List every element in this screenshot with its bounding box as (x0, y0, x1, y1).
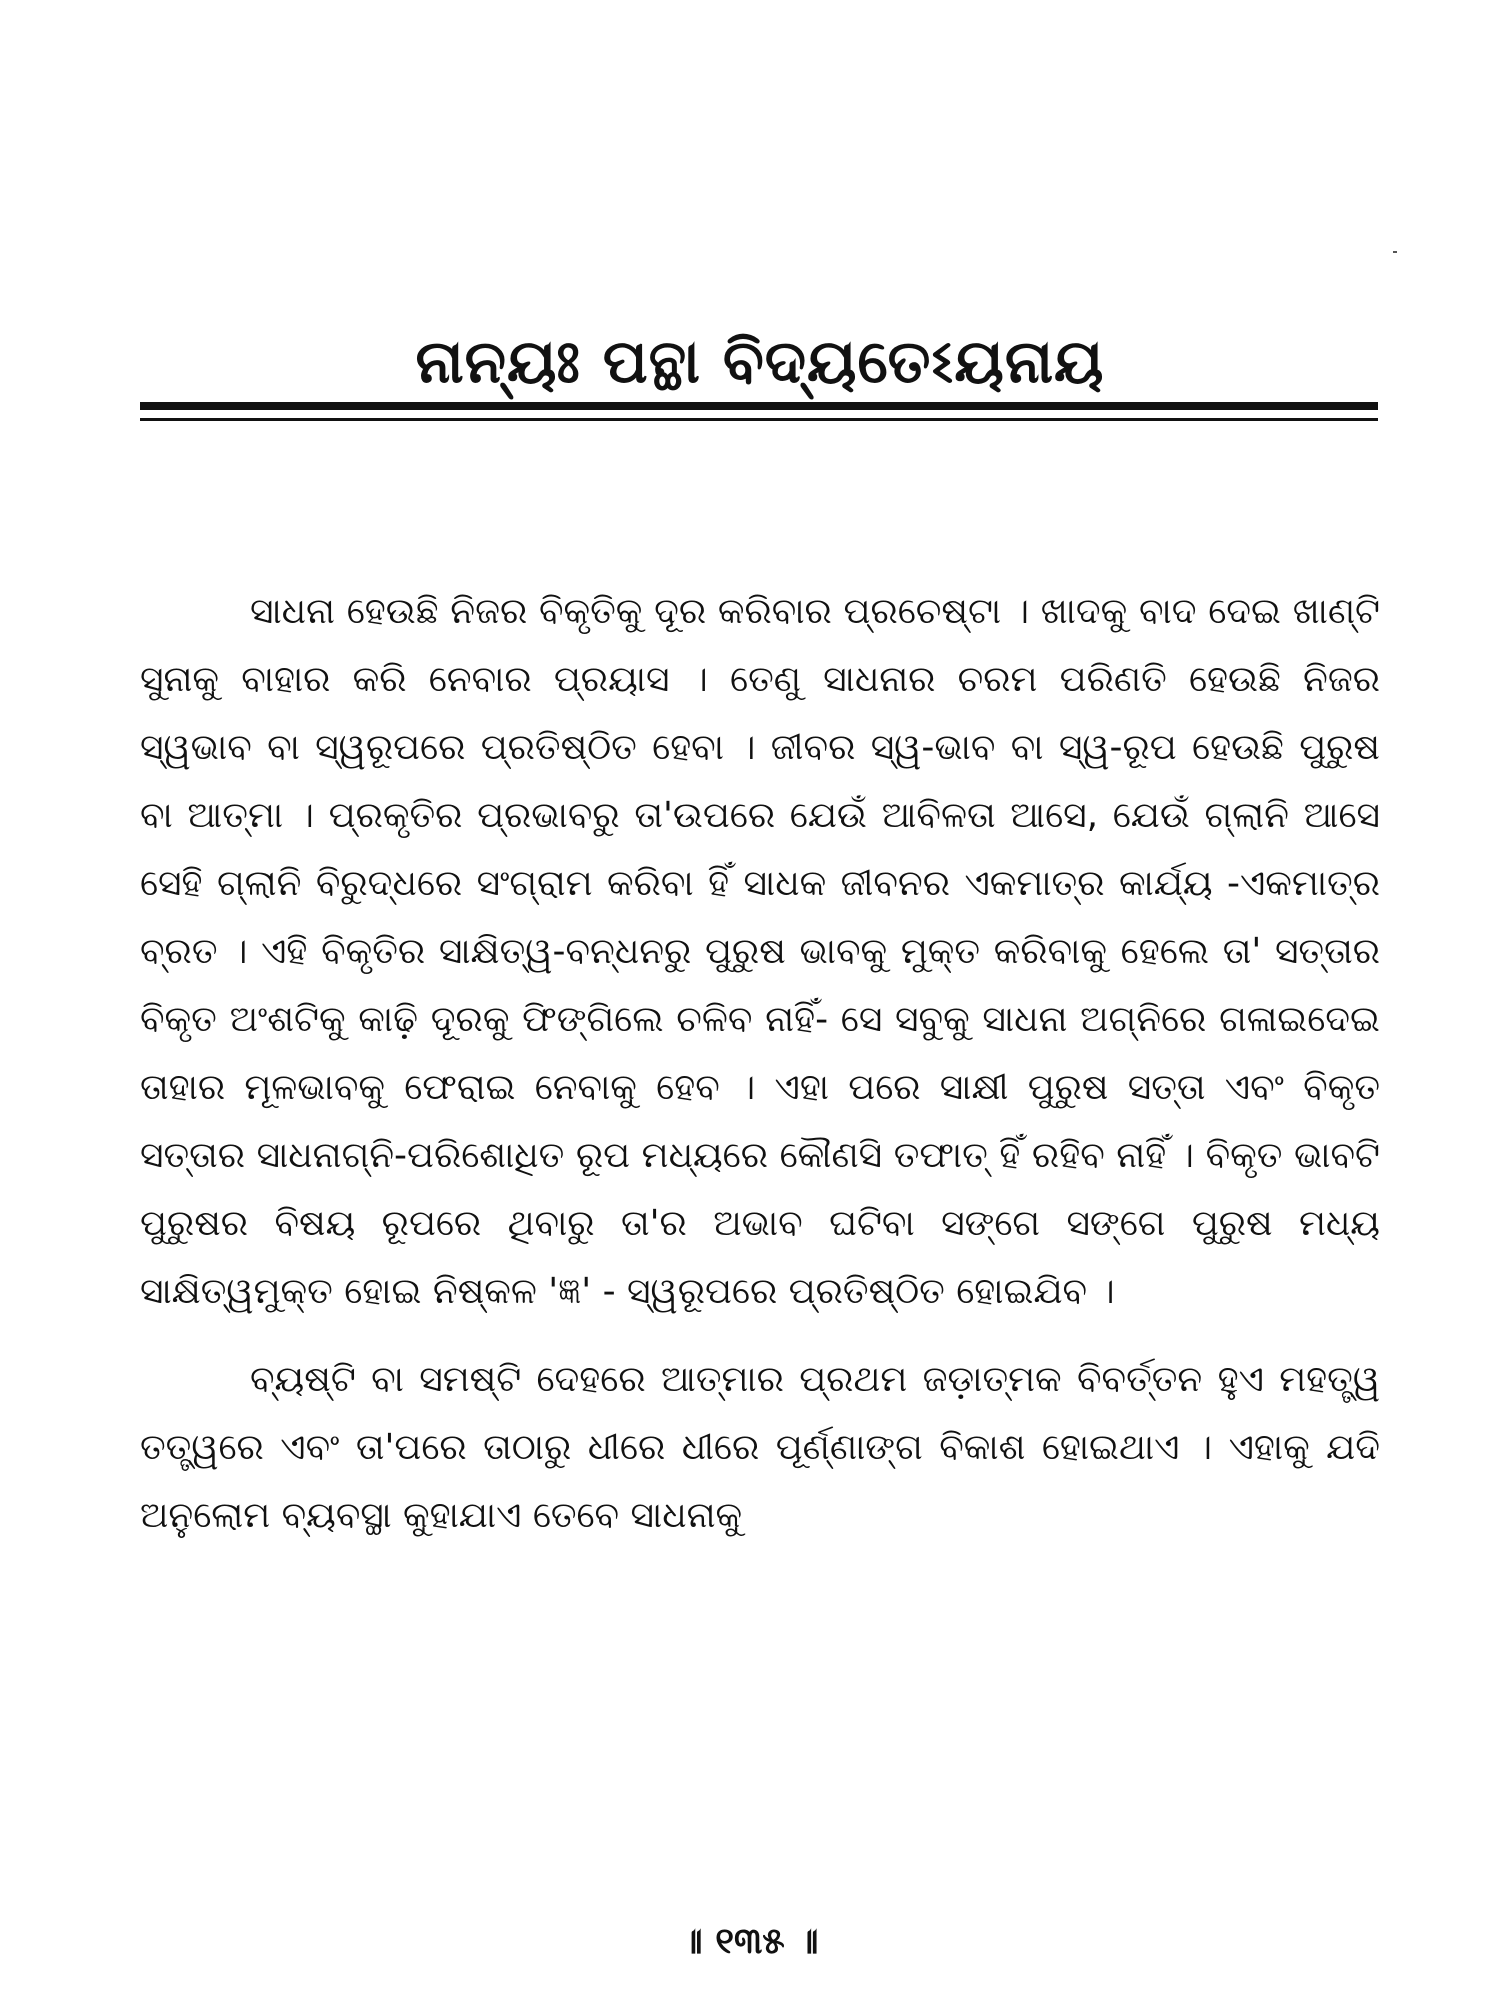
title-rule-thin (140, 418, 1378, 421)
body-text (140, 578, 1380, 1550)
paragraph: ସାଧନା ହେଉଛି ନିଜର ବିକୃତିକୁ ଦୂର କରିବାର ପ୍ରଚେଷ୍ଟା । ଖାଦକୁ ବାଦ ଦେଇ ଖାଣ୍ଟି ସୁନାକୁ ବାହାର କରି ନେବାର ପ୍ରୟାସ । ତେଣୁ ସାଧନାର ଚରମ ପରିଣତି ହେଉଛି ନିଜର ସ୍ୱଭାବ ବା ସ୍ୱରୂପରେ ପ୍ରତିଷ୍ଠିତ ହେବା । ଜୀବର ସ୍ୱ-ଭାବ ବା ସ୍ୱ-ରୂପ ହେଉଛି ପୁରୁଷ ବା ଆତ୍ମା । ପ୍ରକୃତିର ପ୍ରଭାବରୁ ତା'ଉପରେ ଯେଉଁ ଆବିଳତା ଆସେ, ଯେଉଁ ଗ୍ଲାନି ଆସେ ସେହି ଗ୍ଲାନି ବିରୁଦ୍ଧରେ ସଂଗ୍ରାମ କରିବା ହିଁ ସାଧକ ଜୀବନର ଏକମାତ୍ର କାର୍ଯ୍ୟ -ଏକମାତ୍ର ବ୍ରତ । ଏହି ବିକୃତିର ସାକ୍ଷିତ୍ୱ-ବନ୍ଧନରୁ ପୁରୁଷ ଭାବକୁ ମୁକ୍ତ କରିବାକୁ ହେଲେ ତା' ସତ୍ତାର ବିକୃତ ଅଂଶଟିକୁ କାଢ଼ି ଦୂରକୁ ଫିଙ୍ଗିଲେ ଚଳିବ ନାହିଁ- ସେ ସବୁକୁ ସାଧନା ଅଗ୍ନିରେ ଗଳାଇଦେଇ ତାହାର ମୂଳଭାବକୁ ଫେରାଇ ନେବାକୁ ହେବ । ଏହା ପରେ ସାକ୍ଷୀ ପୁରୁଷ ସତ୍ତା ଏବଂ ବିକୃତ ସତ୍ତାର ସାଧନାଗ୍ନି-ପରିଶୋଧିତ ରୂପ ମଧ୍ୟରେ କୌଣସି ତଫାତ୍ ହିଁ ରହିବ ନାହିଁ । ବିକୃତ ଭାବଟି ପୁରୁଷର ବିଷୟ ରୂପରେ ଥିବାରୁ ତା'ର ଅଭାବ ଘଟିବା ସଙ୍ଗେ ସଙ୍ଗେ ପୁରୁଷ ମଧ୍ୟ ସାକ୍ଷିତ୍ୱମୁକ୍ତ ହୋଇ ନିଷ୍କଳ 'ଜ୍ଞ' - ସ୍ୱରୂପରେ ପ୍ରତିଷ୍ଠିତ ହୋଇଯିବ । (140, 591, 1380, 1312)
paragraph: ବ୍ୟଷ୍ଟି ବା ସମଷ୍ଟି ଦେହରେ ଆତ୍ମାର ପ୍ରଥମ ଜଡ଼ାତ୍ମକ ବିବର୍ତ୍ତନ ହୁଏ ମହତ୍ତ୍ୱ ତତ୍ତ୍ୱରେ ଏବଂ ତା'ପରେ ତାଠାରୁ ଧୀରେ ଧୀରେ ପୂର୍ଣ୍ଣାଙ୍ଗ ବିକାଶ ହୋଇଥାଏ । ଏହାକୁ ଯଦି ଅନୁଲୋମ ବ୍ୟବସ୍ଥା କୁହାଯାଏ ତେବେ ସାଧନାକୁ (140, 1359, 1380, 1536)
scan-speck (1393, 251, 1397, 253)
page-number: ॥ ୧୩୫ ॥ (681, 1921, 819, 1962)
title-rule-thick (140, 402, 1378, 410)
page-title: ନାନ୍ୟଃ ପନ୍ଥା ବିଦ୍ୟତେଽୟନାୟ (415, 327, 1105, 398)
